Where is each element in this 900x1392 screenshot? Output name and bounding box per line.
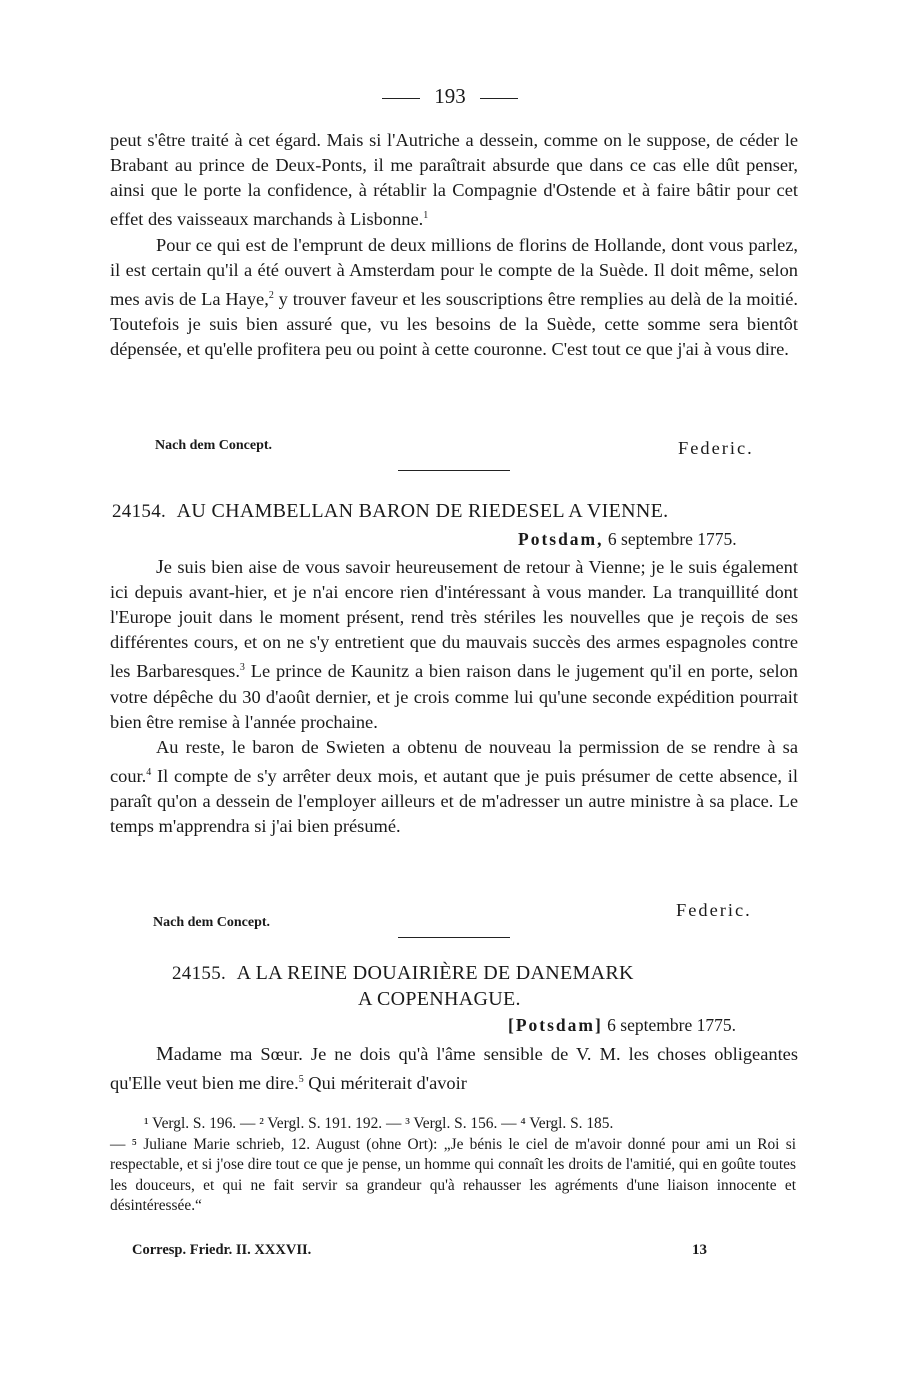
letter-1-paragraph-2a-text: Au reste, le baron de Swieten a obtenu de nouveau la permission de se rendre à sa cour. [110, 736, 798, 786]
letter-1-paragraph-1a-text: e suis bien aise de vous savoir heureusement de retour à Vienne; je le suis également ici depuis avant-hier, et je n'ai encore rien d'intéressant à vous mander. La tranquillité dont l'Europe jouit dans le moment présent, rend très stériles les nouvelles que je reçois de ses différentes cours, et on ne s'y entretient que du mauvais succès des armes espagnoles contre les Barbaresques. [110, 557, 798, 682]
letter-1-heading [112, 500, 668, 523]
letter-1-date: 6 septembre 1775. [607, 529, 737, 549]
footer-sheet-number: 13 [692, 1242, 707, 1258]
letter-2-dateline [508, 1015, 736, 1036]
letter-2-place: [Potsdam] [508, 1015, 603, 1035]
separator-rule-1 [398, 470, 510, 471]
footnote-line-2: — ⁵ Juliane Marie schrieb, 12. August (ohne Ort): „Je bénis le ciel de m'avoir donné pour ami un Roi si respectable, et si j'ose dire tout ce que je pense, un homme qui connaît les droits de l'amitié, qui en goûte toutes les douceurs, et qui ne fait servir sa grandeur qu'à rehausser les agréments d'une liaison innocente et désintéressée.“ [110, 1135, 796, 1215]
footnote-ref-2: 2 [268, 289, 274, 301]
letter-1-source: Nach dem Concept. [153, 915, 271, 930]
letter-1-paragraph-2b-text: Il compte de s'y arrêter deux mois, et autant que je puis présumer de cette absence, il paraît qu'on a dessein de l'employer ailleurs et de m'adresser un autre ministre à sa place. Le temps m'apprendra si j'ai bien présumé. [110, 766, 798, 837]
continuation-source: Nach dem Concept. [155, 438, 273, 453]
letter-1-initial: J [156, 556, 164, 578]
footnote-ref-5: 5 [298, 1074, 304, 1086]
letter-1-paragraph-1 [110, 555, 798, 735]
letter-1-paragraph-1b-text: Le prince de Kaunitz a bien raison dans le jugement qu'il en porte, selon votre dépêche du 30 d'août dernier, et je crois comme lui qu'une seconde expédition pourrait bien être remise à l'année prochaine. [110, 661, 798, 732]
header-dash-right [480, 98, 518, 99]
continuation-paragraph-1-text: peut s'être traité à cet égard. Mais si l'Autriche a dessein, comme on le suppose, de céder le Brabant au prince de Deux-Ponts, il me paraîtrait absurde que dans ce cas elle dût penser, ainsi que le porte la confidence, à rétablir la Compagnie d'Ostende et à faire bâtir pour cet effet des vaisseaux marchands à Lisbonne. [110, 130, 798, 230]
letter-2-body [110, 1042, 798, 1096]
letter-1-signature: Federic. [676, 900, 752, 920]
letter-2-paragraph-a-text: adame ma Sœur. Je ne dois qu'à l'âme sensible de V. M. les choses obligeantes qu'Elle veut bien me dire. [110, 1044, 798, 1094]
letter-1-dateline [518, 529, 737, 550]
header-dash-left [382, 98, 420, 99]
letter-1-title: AU CHAMBELLAN BARON DE RIEDESEL A VIENNE. [176, 500, 669, 522]
letter-2-title-line-2: A COPENHAGUE. [358, 988, 521, 1010]
letter-1-number: 24154. [112, 501, 167, 522]
letter-2-paragraph-b-text: Qui mériterait d'avoir [303, 1073, 467, 1094]
letter-1-paragraph-2 [110, 735, 798, 840]
letter-1-place: Potsdam, [518, 529, 604, 549]
letter-2-initial: M [156, 1043, 174, 1065]
letter-2-heading-line-1 [172, 962, 634, 985]
continuation-paragraph-2b-text: y trouver faveur et les souscriptions être remplies au delà de la moitié. Toutefois je suis bien assuré que, vu les besoins de la Suède, cette somme sera bientôt dépensée, et qu'elle profitera peu ou point à cette couronne. C'est tout ce que j'ai à vous dire. [110, 288, 798, 359]
footer-signature-mark: Corresp. Friedr. II. XXXVII. [132, 1242, 312, 1258]
continuation-text [110, 128, 798, 362]
footnote-ref-4: 4 [146, 766, 152, 778]
separator-rule-2 [398, 937, 510, 938]
footnotes [110, 1114, 796, 1217]
footnote-ref-3: 3 [239, 662, 245, 674]
letter-2-paragraph-1 [110, 1042, 798, 1096]
continuation-signature: Federic. [678, 438, 754, 458]
continuation-paragraph-2a-text: Pour ce qui est de l'emprunt de deux millions de florins de Hollande, dont vous parlez, il est certain qu'il a été ouvert à Amsterdam pour le compte de la Suède. Il doit même, selon mes avis de La Haye, [110, 234, 798, 309]
continuation-paragraph-1 [110, 128, 798, 233]
letter-2-number: 24155. [172, 963, 227, 984]
footnote-line-1: ¹ Vergl. S. 196. — ² Vergl. S. 191. 192. — ³ Vergl. S. 156. — ⁴ Vergl. S. 185. [144, 1115, 614, 1132]
page-header [0, 84, 900, 109]
continuation-paragraph-2 [110, 233, 798, 363]
page-number: 193 [434, 84, 466, 108]
letter-2-title-line-1: A LA REINE DOUAIRIÈRE DE DANEMARK [236, 962, 634, 984]
letter-1-body [110, 555, 798, 839]
letter-2-heading-line-2 [358, 988, 521, 1011]
footnote-ref-1: 1 [423, 210, 429, 222]
letter-2-date: 6 septembre 1775. [607, 1015, 736, 1035]
